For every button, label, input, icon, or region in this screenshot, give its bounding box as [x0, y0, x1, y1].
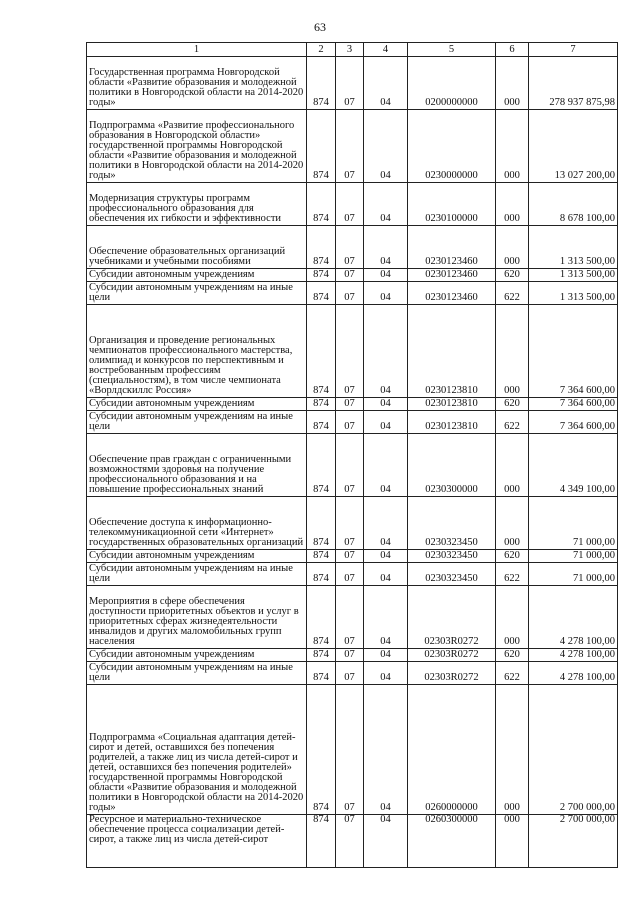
row-sum-cell: 4 278 100,00: [529, 586, 618, 649]
row-rz-cell: 07: [336, 269, 364, 282]
row-ved-cell: 874: [307, 662, 336, 685]
row-vr-cell: 622: [496, 662, 529, 685]
row-sum-cell: 8 678 100,00: [529, 183, 618, 226]
row-csr-cell: 0230123460: [408, 226, 496, 269]
row-sum-cell: 4 349 100,00: [529, 434, 618, 497]
row-sum-cell: 13 027 200,00: [529, 110, 618, 183]
row-vr-cell: 000: [496, 57, 529, 110]
row-sum-cell: 1 313 500,00: [529, 226, 618, 269]
row-sum-cell: 7 364 600,00: [529, 411, 618, 434]
row-ved-cell: 874: [307, 685, 336, 815]
row-csr-cell: 0230323450: [408, 550, 496, 563]
row-pr-cell: 04: [364, 305, 408, 398]
row-vr-cell: 620: [496, 550, 529, 563]
row-vr-cell: 622: [496, 282, 529, 305]
row-vr-cell: 000: [496, 305, 529, 398]
row-ved-cell: 874: [307, 434, 336, 497]
header-col-5: 5: [408, 43, 496, 57]
header-col-7: 7: [529, 43, 618, 57]
row-csr-cell: 0230100000: [408, 183, 496, 226]
row-pr-cell: 04: [364, 586, 408, 649]
row-name-cell: Государственная программа Новгородской области «Развитие образования и молодежной политики в Новгородской области на 2014-2020 годы»: [87, 57, 307, 110]
row-pr-cell: 04: [364, 685, 408, 815]
row-sum-cell: 71 000,00: [529, 550, 618, 563]
row-sum-cell: 1 313 500,00: [529, 269, 618, 282]
row-vr-cell: 622: [496, 563, 529, 586]
row-pr-cell: 04: [364, 550, 408, 563]
row-csr-cell: 0200000000: [408, 57, 496, 110]
header-row: [87, 43, 618, 57]
row-sum-cell: 4 278 100,00: [529, 649, 618, 662]
row-csr-cell: 02303R0272: [408, 586, 496, 649]
row-pr-cell: 04: [364, 662, 408, 685]
row-pr-cell: 04: [364, 649, 408, 662]
row-rz-cell: 07: [336, 282, 364, 305]
row-name-cell: Субсидии автономным учреждениям: [87, 649, 307, 662]
row-ved-cell: 874: [307, 282, 336, 305]
row-name-cell: Субсидии автономным учреждениям на иные цели: [87, 411, 307, 434]
row-rz-cell: 07: [336, 226, 364, 269]
row-name-cell: Субсидии автономным учреждениям: [87, 398, 307, 411]
row-vr-cell: 000: [496, 434, 529, 497]
row-rz-cell: 07: [336, 550, 364, 563]
row-vr-cell: 000: [496, 815, 529, 868]
header-col-6: 6: [496, 43, 529, 57]
row-csr-cell: 02303R0272: [408, 662, 496, 685]
row-ved-cell: 874: [307, 398, 336, 411]
row-name-cell: Модернизация структуры программ профессионального образования для обеспечения их гибкости и эффективности: [87, 183, 307, 226]
row-rz-cell: 07: [336, 563, 364, 586]
row-name-cell: Мероприятия в сфере обеспечения доступности приоритетных объектов и услуг в приоритетных сферах жизнедеятельности инвалидов и других маломобильных групп населения: [87, 586, 307, 649]
row-csr-cell: 02303R0272: [408, 649, 496, 662]
row-name-cell: Обеспечение прав граждан с ограниченными возможностями здоровья на получение профессионального образования и на повышение профессиональных знаний: [87, 434, 307, 497]
row-rz-cell: 07: [336, 662, 364, 685]
table-row: [87, 586, 618, 649]
row-name-cell: Субсидии автономным учреждениям: [87, 269, 307, 282]
row-name-cell: Организация и проведение региональных чемпионатов профессионального мастерства, олимпиад и конкурсов по перспективным и востребованным профессиям (специальностям), в том числе чемпионата «Ворлдскиллс Россия»: [87, 305, 307, 398]
row-name-cell: Субсидии автономным учреждениям на иные цели: [87, 282, 307, 305]
row-vr-cell: 000: [496, 586, 529, 649]
row-vr-cell: 000: [496, 183, 529, 226]
row-vr-cell: 000: [496, 226, 529, 269]
row-ved-cell: 874: [307, 110, 336, 183]
row-rz-cell: 07: [336, 305, 364, 398]
table-row: [87, 282, 618, 305]
table-row: [87, 563, 618, 586]
row-pr-cell: 04: [364, 563, 408, 586]
row-vr-cell: 620: [496, 649, 529, 662]
table-row: [87, 411, 618, 434]
row-name-cell: Подпрограмма «Развитие профессионального образования в Новгородской области» государственной программы Новгородской области «Развитие образования и молодежной политики в Новгородской области на 2014-2020 годы»: [87, 110, 307, 183]
row-sum-cell: 4 278 100,00: [529, 662, 618, 685]
table-row: [87, 305, 618, 398]
row-ved-cell: 874: [307, 497, 336, 550]
row-sum-cell: 7 364 600,00: [529, 398, 618, 411]
row-name-cell: Подпрограмма «Социальная адаптация детей-сирот и детей, оставшихся без попечения родителей, а также лиц из числа детей-сирот и детей, оставшихся без попечения родителей» государственной программы Новгородской области «Развитие образования и молодежной политики в Новгородской области на 2014-2020 годы»: [87, 685, 307, 815]
row-csr-cell: 0230123460: [408, 282, 496, 305]
row-ved-cell: 874: [307, 563, 336, 586]
row-pr-cell: 04: [364, 57, 408, 110]
row-sum-cell: 2 700 000,00: [529, 685, 618, 815]
row-name-cell: Ресурсное и материально-техническое обеспечение процесса социализации детей-сирот, а также лиц из числа детей-сирот: [87, 815, 307, 868]
table-row: [87, 269, 618, 282]
row-sum-cell: 7 364 600,00: [529, 305, 618, 398]
row-csr-cell: 0230123810: [408, 398, 496, 411]
header-col-3: 3: [336, 43, 364, 57]
row-csr-cell: 0260300000: [408, 815, 496, 868]
header-col-1: 1: [87, 43, 307, 57]
row-ved-cell: 874: [307, 226, 336, 269]
row-ved-cell: 874: [307, 269, 336, 282]
row-rz-cell: 07: [336, 815, 364, 868]
row-name-cell: Обеспечение доступа к информационно-телекоммуникационной сети «Интернет» государственных образовательных организаций: [87, 497, 307, 550]
row-csr-cell: 0230300000: [408, 434, 496, 497]
row-pr-cell: 04: [364, 815, 408, 868]
row-rz-cell: 07: [336, 411, 364, 434]
row-vr-cell: 622: [496, 411, 529, 434]
row-rz-cell: 07: [336, 497, 364, 550]
row-rz-cell: 07: [336, 685, 364, 815]
row-pr-cell: 04: [364, 434, 408, 497]
row-name-cell: Обеспечение образовательных организаций учебниками и учебными пособиями: [87, 226, 307, 269]
row-rz-cell: 07: [336, 398, 364, 411]
row-ved-cell: 874: [307, 57, 336, 110]
row-rz-cell: 07: [336, 434, 364, 497]
row-rz-cell: 07: [336, 57, 364, 110]
table-row: [87, 550, 618, 563]
table-row: [87, 434, 618, 497]
row-name-cell: Субсидии автономным учреждениям на иные цели: [87, 563, 307, 586]
row-sum-cell: 278 937 875,98: [529, 57, 618, 110]
row-sum-cell: 71 000,00: [529, 497, 618, 550]
row-rz-cell: 07: [336, 649, 364, 662]
table-row: [87, 649, 618, 662]
row-name-cell: Субсидии автономным учреждениям на иные цели: [87, 662, 307, 685]
row-pr-cell: 04: [364, 226, 408, 269]
row-csr-cell: 0230000000: [408, 110, 496, 183]
row-sum-cell: 71 000,00: [529, 563, 618, 586]
row-rz-cell: 07: [336, 110, 364, 183]
row-pr-cell: 04: [364, 183, 408, 226]
row-csr-cell: 0230123810: [408, 305, 496, 398]
row-pr-cell: 04: [364, 497, 408, 550]
table-row: [87, 497, 618, 550]
header-col-2: 2: [307, 43, 336, 57]
budget-table: [86, 42, 618, 868]
table-row: [87, 398, 618, 411]
row-name-cell: Субсидии автономным учреждениям: [87, 550, 307, 563]
row-csr-cell: 0230323450: [408, 563, 496, 586]
row-pr-cell: 04: [364, 110, 408, 183]
table-row: [87, 57, 618, 110]
row-ved-cell: 874: [307, 550, 336, 563]
row-ved-cell: 874: [307, 586, 336, 649]
row-csr-cell: 0260000000: [408, 685, 496, 815]
row-vr-cell: 000: [496, 685, 529, 815]
table-row: [87, 226, 618, 269]
row-vr-cell: 000: [496, 110, 529, 183]
table-row: [87, 183, 618, 226]
header-col-4: 4: [364, 43, 408, 57]
row-pr-cell: 04: [364, 269, 408, 282]
row-csr-cell: 0230123460: [408, 269, 496, 282]
row-ved-cell: 874: [307, 815, 336, 868]
row-rz-cell: 07: [336, 586, 364, 649]
page-number: 63: [314, 20, 326, 34]
row-csr-cell: 0230123810: [408, 411, 496, 434]
row-csr-cell: 0230323450: [408, 497, 496, 550]
table-row: [87, 685, 618, 815]
row-rz-cell: 07: [336, 183, 364, 226]
table-row: [87, 815, 618, 868]
row-pr-cell: 04: [364, 282, 408, 305]
row-vr-cell: 620: [496, 269, 529, 282]
row-vr-cell: 620: [496, 398, 529, 411]
table-row: [87, 662, 618, 685]
row-ved-cell: 874: [307, 305, 336, 398]
row-ved-cell: 874: [307, 649, 336, 662]
row-sum-cell: 2 700 000,00: [529, 815, 618, 868]
row-ved-cell: 874: [307, 411, 336, 434]
row-sum-cell: 1 313 500,00: [529, 282, 618, 305]
row-ved-cell: 874: [307, 183, 336, 226]
table-row: [87, 110, 618, 183]
row-pr-cell: 04: [364, 398, 408, 411]
row-pr-cell: 04: [364, 411, 408, 434]
row-vr-cell: 000: [496, 497, 529, 550]
